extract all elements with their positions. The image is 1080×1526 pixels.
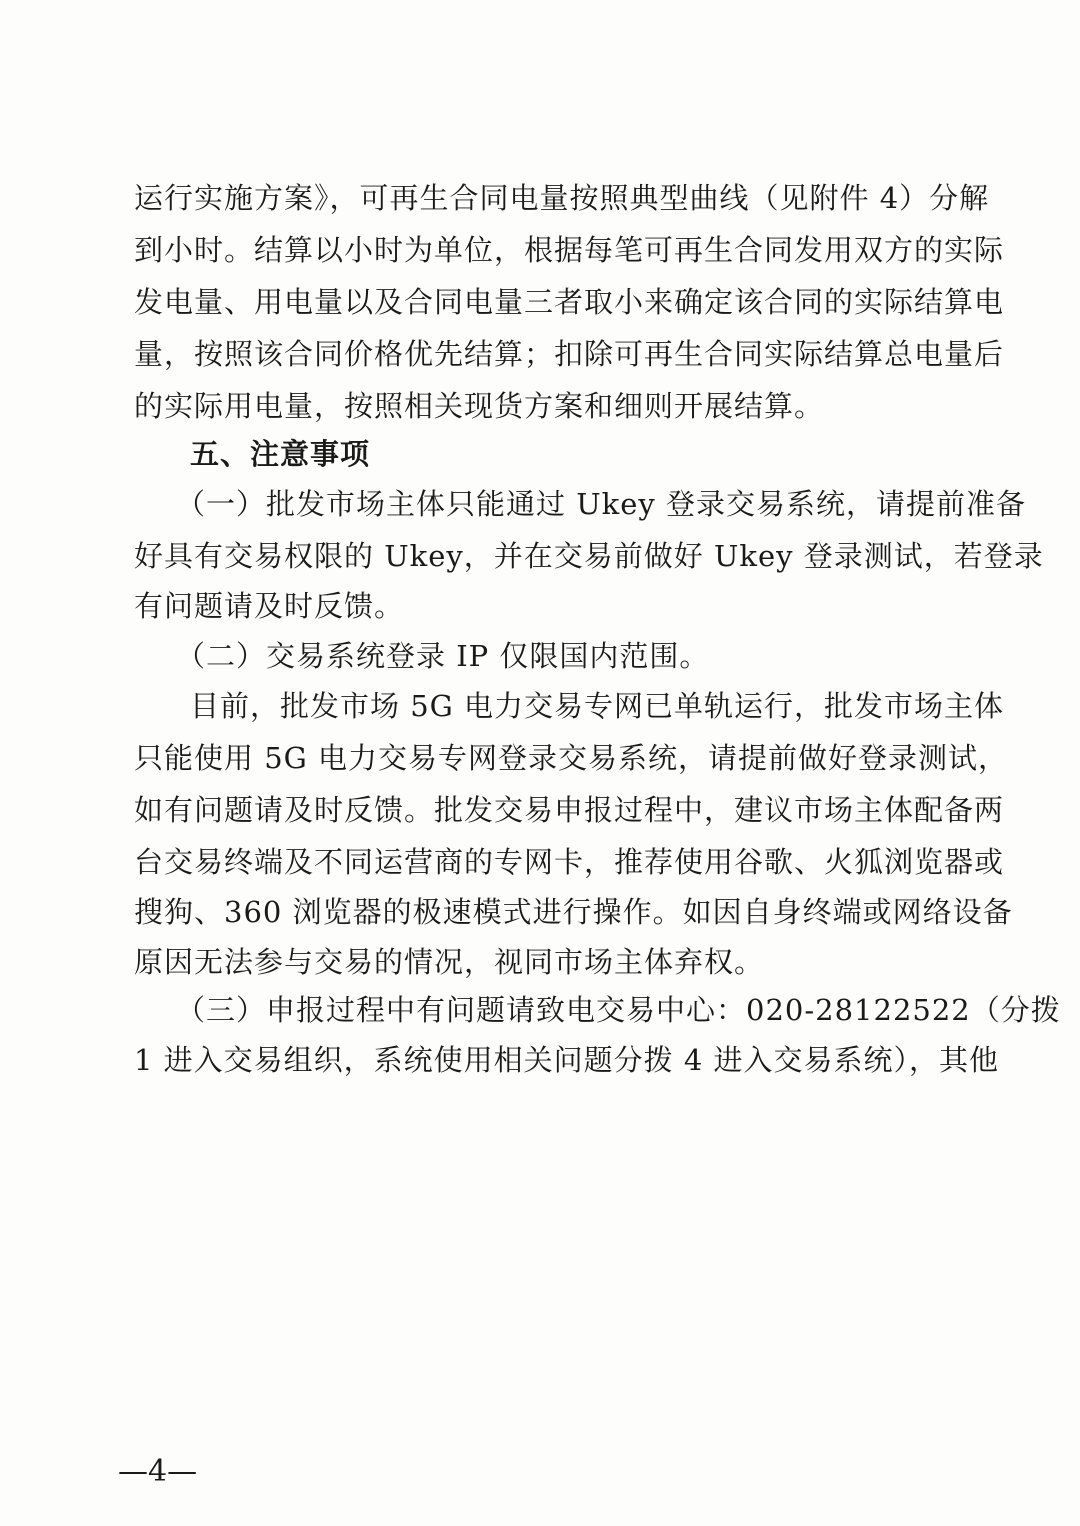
body-text-line: 如有问题请及时反馈。批发交易申报过程中，建议市场主体配备两 (134, 793, 1005, 827)
body-text-line: 目前，批发市场 5G 电力交易专网已单轨运行，批发市场主体 (190, 689, 1005, 723)
body-text-line: 有问题请及时反馈。 (134, 589, 405, 623)
section-heading: 五、注意事项 (190, 437, 371, 471)
body-text-line: 到小时。结算以小时为单位，根据每笔可再生合同发用双方的实际 (134, 233, 1005, 267)
body-text-line: 好具有交易权限的 Ukey，并在交易前做好 Ukey 登录测试，若登录 (134, 539, 1044, 573)
body-text-line: 量，按照该合同价格优先结算；扣除可再生合同实际结算总电量后 (134, 337, 1005, 371)
body-text-line: （二）交易系统登录 IP 仅限国内范围。 (176, 639, 710, 673)
body-text-line: 发电量、用电量以及合同电量三者取小来确定该合同的实际结算电 (134, 285, 1005, 319)
body-text-line: 运行实施方案》，可再生合同电量按照典型曲线（见附件 4）分解 (134, 181, 990, 215)
page-number: —4— (118, 1454, 198, 1489)
body-text-line: （三）申报过程中有问题请致电交易中心：020-28122522（分拨 (176, 993, 1061, 1027)
body-text-line: （一）批发市场主体只能通过 Ukey 登录交易系统，请提前准备 (176, 487, 1026, 521)
body-text-line: 只能使用 5G 电力交易专网登录交易系统，请提前做好登录测试， (134, 741, 1009, 775)
body-text-line: 搜狗、360 浏览器的极速模式进行操作。如因自身终端或网络设备 (134, 895, 1013, 929)
body-text-line: 的实际用电量，按照相关现货方案和细则开展结算。 (134, 389, 825, 423)
body-text-line: 台交易终端及不同运营商的专网卡，推荐使用谷歌、火狐浏览器或 (134, 845, 1005, 879)
body-text-line: 原因无法参与交易的情况，视同市场主体弃权。 (134, 945, 765, 979)
body-text-line: 1 进入交易组织，系统使用相关问题分拨 4 进入交易系统），其他 (134, 1043, 1000, 1077)
